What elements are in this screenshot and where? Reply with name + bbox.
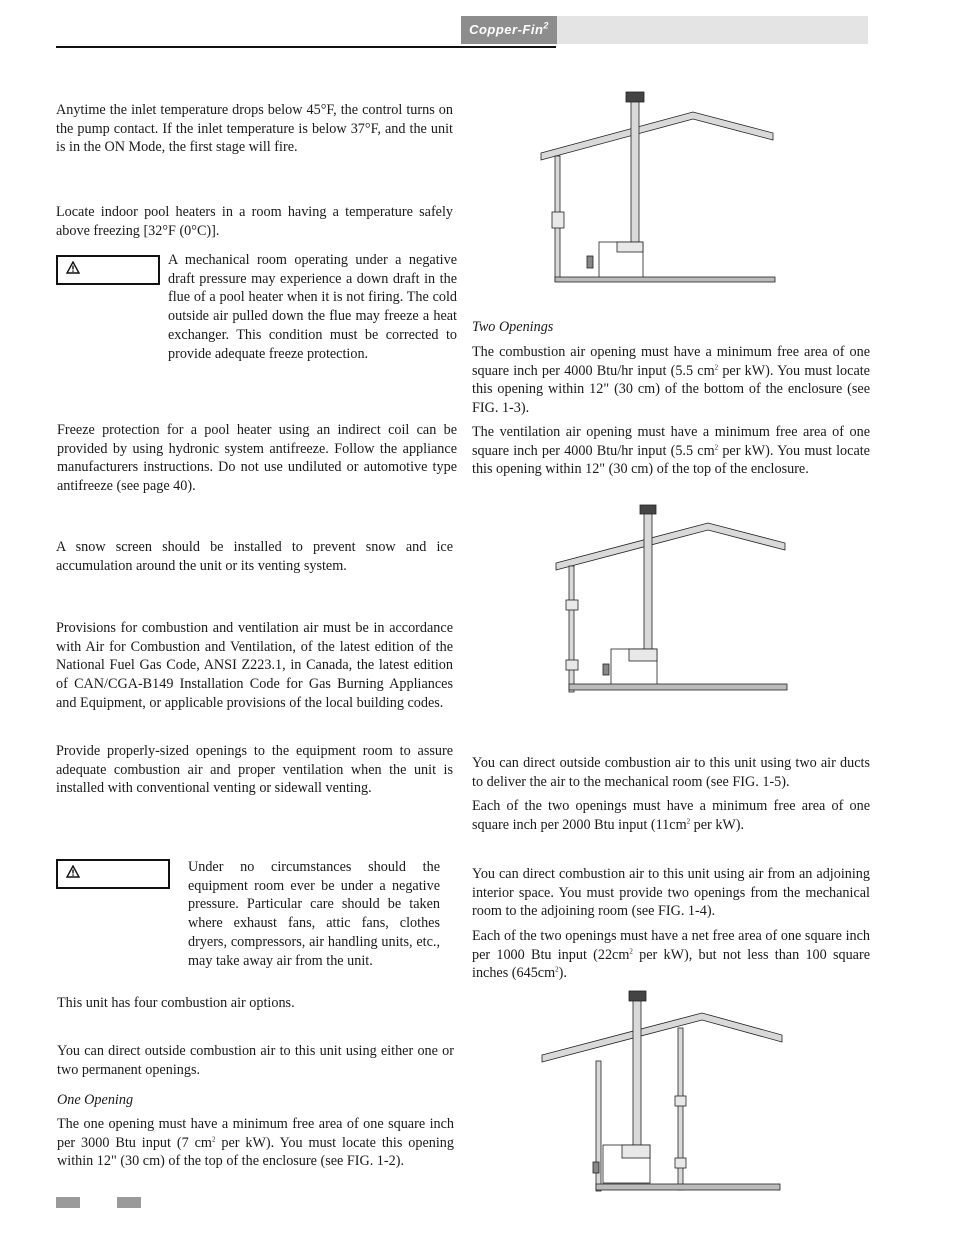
- each-opening-1000-paragraph: Each of the two openings must have a net free area of one square inch per 1000 Btu input ($22cm^2$ per kW), but not less than 100 square inches $(645cm^2)$.: [472, 928, 870, 982]
- direct-outside-air-paragraph: You can direct outside combustion air to this unit using either one or two permanent openings.: [57, 1043, 454, 1078]
- combustion-opening-paragraph: The combustion air opening must have a minimum free area of one square inch per 4000 Btu/hr input (5.5 $cm^2$ per kW). You must locate this opening within 12" (30 cm) of the bottom of the enclosure (see FIG. 1-3).: [472, 344, 870, 417]
- page-number-tab: [56, 1197, 80, 1208]
- figure-interior-space-diagram: [539, 988, 785, 1198]
- two-openings-heading: Two Openings: [472, 319, 554, 335]
- page-section-tab: [117, 1197, 141, 1208]
- inlet-temperature-paragraph: Anytime the inlet temperature drops below 45°F, the control turns on the pump contact. If the inlet temperature is below 37°F, and the unit is in the ON Mode, the first stage will fire.: [56, 102, 453, 156]
- properly-sized-openings-paragraph: Provide properly-sized openings to the equipment room to assure adequate combustion air and proper ventilation when the unit is installed with conventional venting or sidewall venting.: [56, 743, 453, 797]
- figure-two-openings-diagram: [553, 503, 789, 697]
- indoor-location-paragraph: Locate indoor pool heaters in a room having a temperature safely above freezing [32°F (0°C)].: [56, 204, 453, 239]
- each-opening-2000-paragraph: Each of the two openings must have a minimum free area of one square inch per 2000 Btu input ($11cm^2$ per kW).: [472, 798, 870, 833]
- one-opening-paragraph: The one opening must have a minimum free area of one square inch per 3000 Btu input (7 $cm^2$ per kW). You must locate this opening within 12" (30 cm) of the top of the enclosure (see FIG. 1-2).: [57, 1116, 454, 1170]
- interior-space-paragraph: You can direct combustion air to this unit using air from an adjoining interior space. You must provide two openings from the mechanical room to the adjoining room (see FIG. 1-4).: [472, 866, 870, 920]
- warning-label-box-2: [56, 859, 170, 889]
- warning-down-draft-text: A mechanical room operating under a negative draft pressure may experience a down draft in the flue of a pool heater when it is not firing. The cold outside air pulled down the flue may freeze a heat exchanger. This condition must be corrected to provide adequate freeze protection.: [168, 252, 457, 362]
- one-opening-heading: One Opening: [57, 1092, 134, 1108]
- warning-label-box: [56, 255, 160, 285]
- combustion-provisions-paragraph: Provisions for combustion and ventilation air must be in accordance with Air for Combustion and Ventilation, of the latest edition of the National Fuel Gas Code, ANSI Z223.1, in Canada, the latest edition of CAN/CGA-B149 Installation Code for Gas Burning Appliances and Equipment, or applicable provisions of the local building codes.: [56, 620, 453, 711]
- figure-one-opening-diagram: [538, 88, 778, 286]
- snow-screen-paragraph: A snow screen should be installed to prevent snow and ice accumulation around the unit or its venting system.: [56, 539, 453, 574]
- warning-negative-pressure-text: Under no circumstances should the equipment room ever be under a negative pressure. Particular care should be taken where exhaust fans, attic fans, clothes dryers, compressors, air handling units, etc., may take away air from the unit.: [188, 859, 440, 969]
- header-rule: [56, 46, 556, 48]
- four-options-paragraph: This unit has four combustion air options.: [57, 995, 295, 1011]
- warning-triangle-icon: [66, 865, 80, 878]
- air-ducts-paragraph: You can direct outside combustion air to this unit using two air ducts to deliver the air to the mechanical room (see FIG. 1-5).: [472, 755, 870, 790]
- freeze-protection-paragraph: Freeze protection for a pool heater using an indirect coil can be provided by using hydronic system antifreeze. Follow the appliance manufacturers instructions. Do not use undiluted or automotive type antifreeze (see page 40).: [57, 422, 457, 495]
- copper-fin-logo: Copper-Fin$^2$: [461, 16, 557, 44]
- warning-triangle-icon: [66, 261, 80, 274]
- ventilation-opening-paragraph: The ventilation air opening must have a minimum free area of one square inch per 4000 Btu/hr input (5.5 $cm^2$ per kW). You must locate this opening within 12" (30 cm) of the top of the enclosure.: [472, 424, 870, 478]
- header-bar: [557, 16, 868, 44]
